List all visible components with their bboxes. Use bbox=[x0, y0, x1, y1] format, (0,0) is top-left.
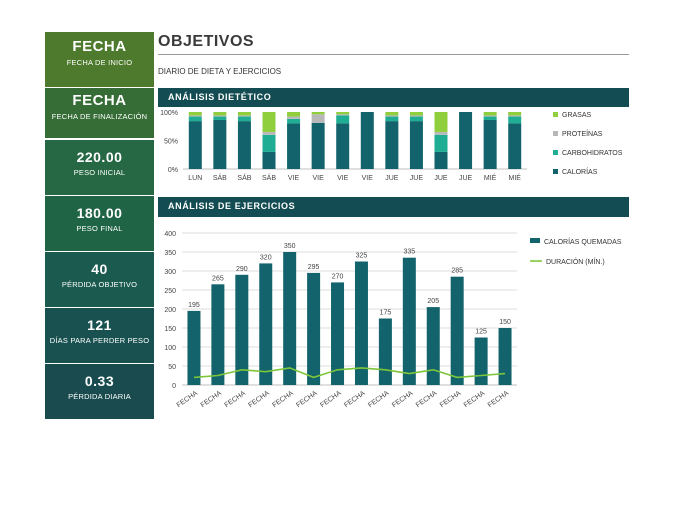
diet-bar-segment bbox=[435, 152, 448, 169]
diet-bar-segment bbox=[189, 117, 202, 122]
x-tick-label: FECHA bbox=[438, 389, 463, 410]
diet-bar-segment bbox=[263, 132, 276, 135]
legend-label: DURACIÓN (MÍN.) bbox=[546, 259, 605, 266]
x-tick-label: FECHA bbox=[486, 389, 511, 410]
stat-end-date bbox=[45, 88, 154, 138]
diet-bar-segment bbox=[410, 117, 423, 122]
exercise-section-header: ANÁLISIS DE EJERCICIOS bbox=[158, 197, 629, 217]
x-tick-label: FECHA bbox=[175, 389, 200, 410]
stat-daily-loss bbox=[45, 364, 154, 419]
x-tick-label: VIE bbox=[337, 175, 349, 182]
x-tick-label: JUE bbox=[409, 175, 424, 182]
diet-section-header: ANÁLISIS DIETÉTICO bbox=[158, 88, 629, 107]
diet-bar-segment bbox=[189, 121, 202, 169]
bar-data-label: 125 bbox=[475, 328, 487, 336]
bar-data-label: 270 bbox=[331, 273, 344, 281]
x-tick-label: FECHA bbox=[199, 389, 224, 410]
stat-value: 180.00 bbox=[76, 205, 123, 221]
stat-label: FECHA DE INICIO bbox=[66, 58, 133, 67]
y-tick-label: 250 bbox=[164, 288, 176, 295]
bar-data-label: 325 bbox=[355, 252, 368, 260]
x-tick-label: SÁB bbox=[237, 175, 252, 182]
stat-label: PESO INICIAL bbox=[73, 168, 126, 177]
calories-bar bbox=[283, 252, 296, 385]
bar-data-label: 150 bbox=[499, 319, 511, 326]
y-tick-label: 50 bbox=[168, 364, 176, 371]
bar-data-label: 295 bbox=[307, 263, 320, 271]
diet-bar-segment bbox=[508, 112, 521, 115]
bar-data-label: 195 bbox=[188, 301, 200, 309]
y-tick-label: 0 bbox=[172, 383, 176, 390]
x-tick-label: FECHA bbox=[391, 389, 415, 410]
stat-final-weight bbox=[45, 196, 154, 251]
diet-bar-segment bbox=[508, 115, 521, 116]
diet-bar-segment bbox=[410, 115, 423, 116]
x-tick-label: MIÉ bbox=[483, 175, 497, 182]
diet-bar-segment bbox=[336, 114, 349, 115]
legend-swatch bbox=[530, 238, 540, 243]
diet-bar-segment bbox=[385, 121, 398, 169]
stat-value: 0.33 bbox=[84, 373, 115, 389]
diet-bar-segment bbox=[238, 112, 251, 115]
calories-bar bbox=[211, 284, 224, 385]
stat-initial-weight bbox=[45, 140, 154, 195]
diet-bar-segment bbox=[410, 121, 423, 169]
stat-value: 220.00 bbox=[76, 149, 123, 165]
legend-label: GRASAS bbox=[562, 112, 592, 119]
calories-bar bbox=[499, 328, 512, 385]
diet-bar-segment bbox=[287, 123, 300, 169]
calories-bar bbox=[379, 319, 392, 386]
diet-bar-segment bbox=[484, 120, 497, 169]
stat-label: FECHA DE FINALIZACIÓN bbox=[51, 112, 148, 121]
diet-bar-segment bbox=[435, 132, 448, 135]
x-tick-label: SÁB bbox=[261, 175, 277, 182]
x-tick-label: JUE bbox=[434, 175, 448, 182]
y-tick-label: 200 bbox=[164, 307, 176, 314]
calories-bar bbox=[235, 275, 248, 385]
x-tick-label: FECHA bbox=[319, 389, 343, 410]
diet-bar-segment bbox=[508, 117, 521, 124]
x-tick-label: FECHA bbox=[295, 389, 319, 410]
y-tick-label: 100% bbox=[160, 110, 178, 117]
diet-bar-segment bbox=[213, 117, 226, 120]
calories-bar bbox=[259, 263, 272, 385]
x-tick-label: FECHA bbox=[367, 389, 391, 410]
x-tick-label: LUN bbox=[188, 175, 203, 182]
calories-bar bbox=[187, 311, 200, 385]
calories-bar bbox=[427, 307, 440, 385]
legend-label: PROTEÍNAS bbox=[562, 131, 603, 138]
legend-label: CALORÍAS bbox=[562, 169, 598, 176]
x-tick-label: VIE bbox=[361, 175, 373, 182]
y-tick-label: 50% bbox=[163, 138, 178, 146]
stat-value: 121 bbox=[87, 317, 112, 333]
calories-bar bbox=[331, 282, 344, 385]
legend-label: CARBOHIDRATOS bbox=[562, 150, 623, 157]
diet-bar-segment bbox=[484, 115, 497, 116]
diet-bar-segment bbox=[385, 115, 398, 116]
y-tick-label: 350 bbox=[164, 250, 176, 257]
bar-data-label: 335 bbox=[403, 248, 416, 256]
y-tick-label: 300 bbox=[164, 269, 176, 276]
diet-bar-segment bbox=[238, 115, 251, 116]
legend-swatch bbox=[553, 169, 558, 174]
x-tick-label: FECHA bbox=[462, 389, 487, 410]
x-tick-label: VIE bbox=[312, 175, 324, 182]
stat-label: PÉRDIDA OBJETIVO bbox=[61, 280, 138, 289]
page-subtitle: DIARIO DE DIETA Y EJERCICIOS bbox=[158, 67, 282, 76]
stat-value: FECHA bbox=[72, 92, 127, 109]
y-tick-label: 150 bbox=[164, 326, 176, 333]
x-tick-label: SÁB bbox=[212, 175, 227, 182]
x-tick-label: MIÉ bbox=[508, 175, 521, 182]
diet-bar-segment bbox=[238, 117, 251, 122]
bar-data-label: 205 bbox=[427, 298, 440, 306]
diet-bar-segment bbox=[336, 115, 349, 123]
duration-line bbox=[194, 368, 505, 378]
x-tick-label: FECHA bbox=[343, 389, 367, 410]
stat-value: FECHA bbox=[72, 38, 127, 55]
diet-bar-segment bbox=[263, 152, 276, 169]
diet-bar-segment bbox=[312, 123, 325, 169]
diet-bar-segment bbox=[385, 112, 398, 115]
diet-bar-segment bbox=[287, 112, 300, 117]
calories-bar bbox=[403, 258, 416, 385]
y-tick-label: 0% bbox=[167, 167, 178, 174]
legend-swatch bbox=[553, 112, 558, 117]
bar-data-label: 350 bbox=[283, 243, 296, 250]
y-tick-label: 400 bbox=[164, 231, 176, 238]
stat-start-date bbox=[45, 32, 154, 87]
legend-label: CALORÍAS QUEMADAS bbox=[544, 239, 622, 246]
stat-label: PÉRDIDA DIARIA bbox=[68, 392, 131, 401]
stat-target-loss bbox=[45, 252, 154, 307]
diet-bar-segment bbox=[263, 112, 276, 132]
diet-bar-segment bbox=[213, 115, 226, 116]
diet-bar-segment bbox=[459, 112, 472, 169]
diet-bar-segment bbox=[508, 123, 521, 169]
title-divider bbox=[158, 54, 629, 55]
x-tick-label: FECHA bbox=[247, 389, 271, 410]
stat-label: DÍAS PARA PERDER PESO bbox=[49, 336, 150, 345]
page-title: OBJETIVOS bbox=[158, 33, 255, 50]
calories-bar bbox=[307, 273, 320, 385]
calories-bar bbox=[475, 338, 488, 386]
diet-bar-segment bbox=[238, 121, 251, 169]
diet-bar-segment bbox=[287, 117, 300, 119]
diet-bar-segment bbox=[213, 120, 226, 169]
x-tick-label: FECHA bbox=[223, 389, 247, 410]
diet-bar-segment bbox=[336, 112, 349, 114]
stat-value: 40 bbox=[91, 261, 108, 277]
diet-bar-segment bbox=[435, 112, 448, 132]
x-tick-label: JUE bbox=[385, 175, 399, 182]
diet-bar-segment bbox=[484, 112, 497, 115]
diet-bar-segment bbox=[336, 123, 349, 169]
diet-bar-segment bbox=[263, 135, 276, 152]
bar-data-label: 265 bbox=[212, 275, 224, 283]
diet-bar-segment bbox=[312, 114, 325, 123]
bar-data-label: 175 bbox=[379, 309, 392, 317]
legend-swatch bbox=[553, 131, 558, 136]
bar-data-label: 290 bbox=[235, 265, 248, 273]
diet-bar-segment bbox=[435, 135, 448, 152]
x-tick-label: FECHA bbox=[271, 389, 295, 410]
diet-bar-segment bbox=[189, 115, 202, 116]
diet-bar-segment bbox=[213, 112, 226, 115]
x-tick-label: JUE bbox=[458, 175, 473, 182]
stat-days-to-lose bbox=[45, 308, 154, 363]
diet-bar-segment bbox=[312, 112, 325, 114]
stat-label: PESO FINAL bbox=[76, 224, 123, 233]
diet-bar-segment bbox=[361, 112, 374, 169]
calories-bar bbox=[451, 277, 464, 385]
y-tick-label: 100 bbox=[164, 345, 176, 352]
diet-bar-segment bbox=[484, 117, 497, 120]
bar-data-label: 320 bbox=[259, 254, 272, 262]
diet-bar-segment bbox=[189, 112, 202, 115]
diet-bar-segment bbox=[410, 112, 423, 115]
x-tick-label: FECHA bbox=[414, 389, 439, 410]
x-tick-label: VIE bbox=[287, 175, 300, 182]
legend-swatch bbox=[553, 150, 558, 155]
diet-bar-segment bbox=[287, 119, 300, 124]
calories-bar bbox=[355, 262, 368, 386]
diet-bar-segment bbox=[385, 117, 398, 122]
bar-data-label: 285 bbox=[451, 267, 464, 275]
